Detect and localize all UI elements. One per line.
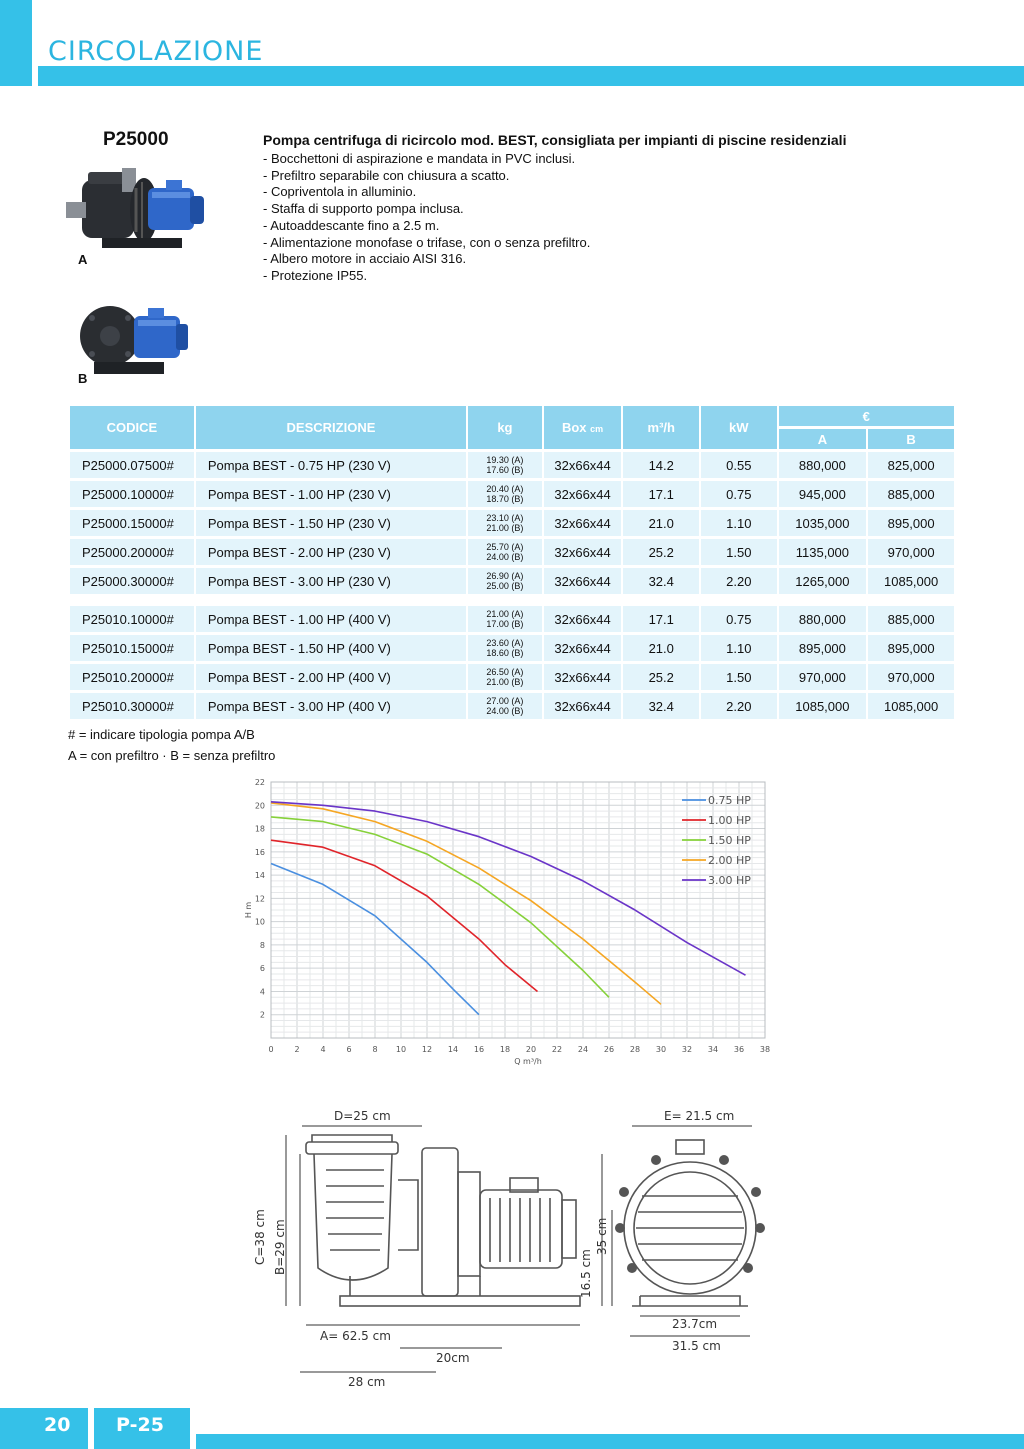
cell-code: P25000.15000# — [70, 510, 194, 536]
cell-price-a: 895,000 — [779, 635, 867, 661]
legend-label: 1.50 HP — [708, 834, 751, 847]
cell-price-a: 1135,000 — [779, 539, 867, 565]
col-header-price-a: A — [779, 429, 867, 449]
kg-a-value: 25.70 (A) — [486, 542, 524, 552]
page-title: CIRCOLAZIONE — [48, 36, 264, 67]
page-number: 20 — [44, 1414, 71, 1436]
header-bar — [38, 66, 1024, 86]
kg-b-value: 21.00 (B) — [486, 677, 524, 687]
table-row — [70, 452, 954, 478]
cell-m3h: 21.0 — [623, 510, 699, 536]
dim-315-label: 31.5 cm — [672, 1339, 721, 1353]
cell-box: 32x66x44 — [544, 481, 622, 507]
cell-desc: Pompa BEST - 3.00 HP (230 V) — [196, 568, 466, 594]
dim-237-label: 23.7cm — [672, 1317, 718, 1331]
cell-desc: Pompa BEST - 1.50 HP (400 V) — [196, 635, 466, 661]
cell-m3h: 25.2 — [623, 539, 699, 565]
y-tick-label: 22 — [254, 778, 265, 787]
cell-kw: 2.20 — [701, 693, 777, 719]
box-label: Box — [561, 420, 587, 435]
cell-m3h: 32.4 — [623, 568, 699, 594]
cell-kw: 1.10 — [701, 510, 777, 536]
cell-price-a: 1265,000 — [779, 568, 867, 594]
cell-price-a: 1035,000 — [779, 510, 867, 536]
dim-d-label: D=25 cm — [334, 1109, 391, 1123]
feature-item: - Prefiltro separabile con chiusura a scatto. — [263, 167, 510, 183]
cell-price-b: 1085,000 — [868, 693, 954, 719]
kg-b-value: 18.60 (B) — [486, 648, 524, 658]
y-tick-label: 2 — [259, 1010, 265, 1020]
y-tick-label: 12 — [254, 894, 265, 904]
cell-code: P25000.10000# — [70, 481, 194, 507]
kg-a-value: 26.50 (A) — [486, 667, 524, 677]
cell-price-a: 970,000 — [779, 664, 867, 690]
y-tick-label: 20 — [254, 801, 265, 811]
cell-price-a: 880,000 — [779, 452, 867, 478]
cell-price-a: 945,000 — [779, 481, 867, 507]
x-tick-label: 34 — [707, 1045, 719, 1054]
kg-b-value: 18.70 (B) — [486, 494, 524, 504]
table-row — [70, 635, 954, 661]
kg-a-value: 19.30 (A) — [486, 455, 524, 465]
feature-item: - Alimentazione monofase o trifase, con o senza prefiltro. — [263, 234, 591, 250]
cell-desc: Pompa BEST - 2.00 HP (230 V) — [196, 539, 466, 565]
y-axis-label: H m — [244, 901, 253, 919]
x-tick-label: 18 — [499, 1045, 511, 1054]
cell-kg — [468, 481, 542, 507]
dim-a-label: A= 62.5 cm — [320, 1329, 391, 1343]
cell-desc: Pompa BEST - 2.00 HP (400 V) — [196, 664, 466, 690]
cell-box: 32x66x44 — [544, 452, 622, 478]
y-tick-label: 18 — [254, 824, 265, 834]
feature-item: - Copriventola in alluminio. — [263, 184, 417, 200]
cell-kg — [468, 510, 542, 536]
feature-list — [263, 151, 590, 285]
col-header-kw: kW — [701, 406, 777, 449]
table-body — [70, 452, 954, 719]
x-tick-label: 0 — [268, 1045, 274, 1054]
dim-165-label: 16.5 cm — [579, 1249, 593, 1298]
cell-box: 32x66x44 — [544, 568, 622, 594]
kg-b-value: 24.00 (B) — [486, 552, 524, 562]
description-title: Pompa centrifuga di ricircolo mod. BEST, consigliata per impianti di piscine residenziali — [263, 132, 847, 148]
x-tick-label: 6 — [346, 1045, 352, 1054]
note-line-2: A = con prefiltro · B = senza prefiltro — [68, 748, 276, 763]
cell-code: P25000.30000# — [70, 568, 194, 594]
feature-item: - Albero motore in acciaio AISI 316. — [263, 251, 467, 267]
col-header-kg: kg — [468, 406, 542, 449]
cell-kg — [468, 606, 542, 632]
kg-a-value: 21.00 (A) — [486, 609, 524, 619]
x-tick-label: 20 — [525, 1045, 537, 1054]
legend-label: 2.00 HP — [708, 854, 751, 867]
cell-kw: 2.20 — [701, 568, 777, 594]
x-tick-label: 24 — [577, 1045, 589, 1054]
cell-m3h: 17.1 — [623, 481, 699, 507]
table-row — [70, 606, 954, 632]
table-row — [70, 664, 954, 690]
cell-kw: 1.50 — [701, 539, 777, 565]
y-tick-label: 8 — [259, 940, 265, 950]
x-tick-label: 28 — [629, 1045, 641, 1054]
y-tick-label: 6 — [259, 964, 265, 974]
cell-price-b: 885,000 — [868, 606, 954, 632]
cell-price-a: 1085,000 — [779, 693, 867, 719]
table-row — [70, 510, 954, 536]
cell-box: 32x66x44 — [544, 606, 622, 632]
cell-code: P25010.30000# — [70, 693, 194, 719]
cell-price-b: 1085,000 — [868, 568, 954, 594]
cell-kw: 0.55 — [701, 452, 777, 478]
x-tick-label: 2 — [294, 1045, 300, 1054]
x-tick-label: 36 — [733, 1045, 745, 1054]
table-row — [70, 481, 954, 507]
kg-b-value: 25.00 (B) — [486, 581, 524, 591]
dim-b-label: B=29 cm — [273, 1219, 287, 1275]
cell-price-b: 895,000 — [868, 510, 954, 536]
cell-price-a: 880,000 — [779, 606, 867, 632]
note-line-1: # = indicare tipologia pompa A/B — [68, 727, 255, 742]
x-tick-label: 12 — [421, 1045, 433, 1054]
kg-b-value: 17.00 (B) — [486, 619, 524, 629]
y-tick-label: 4 — [259, 987, 265, 997]
cell-price-b: 895,000 — [868, 635, 954, 661]
cell-m3h: 17.1 — [623, 606, 699, 632]
col-header-box — [544, 406, 622, 449]
legend-label: 1.00 HP — [708, 814, 751, 827]
kg-b-value: 21.00 (B) — [486, 523, 524, 533]
cell-kg — [468, 664, 542, 690]
cell-m3h: 21.0 — [623, 635, 699, 661]
cell-code: P25010.20000# — [70, 664, 194, 690]
cell-kg — [468, 635, 542, 661]
cell-desc: Pompa BEST - 0.75 HP (230 V) — [196, 452, 466, 478]
col-header-codice: CODICE — [70, 406, 194, 449]
col-header-descrizione: DESCRIZIONE — [196, 406, 466, 449]
spacer-cell — [70, 597, 954, 603]
cell-box: 32x66x44 — [544, 510, 622, 536]
cell-kg — [468, 568, 542, 594]
x-tick-label: 30 — [655, 1045, 667, 1054]
box-unit: cm — [590, 424, 604, 434]
cell-box: 32x66x44 — [544, 693, 622, 719]
dim-28-label: 28 cm — [348, 1375, 386, 1389]
table-row — [70, 693, 954, 719]
y-tick-label: 10 — [254, 917, 265, 927]
x-tick-label: 8 — [372, 1045, 378, 1054]
x-tick-label: 38 — [759, 1045, 771, 1054]
group-spacer — [70, 597, 954, 603]
table-row — [70, 568, 954, 594]
product-code: P25000 — [103, 129, 169, 150]
cell-kg — [468, 539, 542, 565]
kg-b-value: 24.00 (B) — [486, 706, 524, 716]
kg-a-value: 23.60 (A) — [486, 638, 524, 648]
x-tick-label: 14 — [447, 1045, 459, 1054]
cell-kw: 0.75 — [701, 481, 777, 507]
dimension-drawing — [240, 1100, 800, 1395]
cell-kw: 0.75 — [701, 606, 777, 632]
cell-box: 32x66x44 — [544, 664, 622, 690]
cell-m3h: 25.2 — [623, 664, 699, 690]
legend-label: 0.75 HP — [708, 794, 751, 807]
col-header-euro: € — [779, 406, 954, 426]
x-tick-label: 10 — [395, 1045, 407, 1054]
performance-chart — [240, 776, 780, 1076]
cell-kg — [468, 693, 542, 719]
x-tick-label: 4 — [320, 1045, 326, 1054]
cell-price-b: 970,000 — [868, 664, 954, 690]
cell-kw: 1.10 — [701, 635, 777, 661]
x-axis-label: Q m³/h — [514, 1057, 542, 1066]
spec-table — [68, 403, 956, 722]
footer-bar — [196, 1434, 1024, 1449]
cell-code: P25010.10000# — [70, 606, 194, 632]
dim-35-label: 35 cm — [595, 1217, 609, 1255]
y-tick-label: 16 — [254, 847, 265, 857]
kg-a-value: 20.40 (A) — [486, 484, 524, 494]
cell-code: P25000.20000# — [70, 539, 194, 565]
pump-photo-a — [62, 158, 212, 256]
pump-photo-b — [76, 298, 194, 380]
photo-a-label: A — [78, 252, 88, 267]
cell-price-b: 970,000 — [868, 539, 954, 565]
cell-box: 32x66x44 — [544, 635, 622, 661]
kg-a-value: 26.90 (A) — [486, 571, 524, 581]
x-tick-label: 26 — [603, 1045, 615, 1054]
kg-a-value: 27.00 (A) — [486, 696, 524, 706]
dim-c-label: C=38 cm — [253, 1209, 267, 1265]
kg-a-value: 23.10 (A) — [486, 513, 524, 523]
cell-kw: 1.50 — [701, 664, 777, 690]
col-header-m3h: m³/h — [623, 406, 699, 449]
x-tick-label: 16 — [473, 1045, 485, 1054]
cell-box: 32x66x44 — [544, 539, 622, 565]
x-tick-label: 32 — [681, 1045, 693, 1054]
kg-b-value: 17.60 (B) — [486, 465, 524, 475]
page-code: P-25 — [116, 1414, 164, 1436]
feature-item: - Autoaddescante fino a 2.5 m. — [263, 217, 440, 233]
col-header-price-b: B — [868, 429, 954, 449]
photo-b-label: B — [78, 371, 88, 386]
cell-price-b: 825,000 — [868, 452, 954, 478]
x-tick-label: 22 — [551, 1045, 563, 1054]
dim-e-label: E= 21.5 cm — [664, 1109, 735, 1123]
cell-desc: Pompa BEST - 3.00 HP (400 V) — [196, 693, 466, 719]
cell-desc: Pompa BEST - 1.00 HP (400 V) — [196, 606, 466, 632]
feature-item: - Bocchettoni di aspirazione e mandata in PVC inclusi. — [263, 151, 576, 166]
cell-price-b: 885,000 — [868, 481, 954, 507]
feature-item: - Protezione IP55. — [263, 267, 368, 283]
cell-m3h: 32.4 — [623, 693, 699, 719]
legend-label: 3.00 HP — [708, 874, 751, 887]
cell-m3h: 14.2 — [623, 452, 699, 478]
cell-desc: Pompa BEST - 1.00 HP (230 V) — [196, 481, 466, 507]
dim-20-label: 20cm — [436, 1351, 470, 1365]
cell-code: P25000.07500# — [70, 452, 194, 478]
header-accent-block — [0, 0, 32, 86]
cell-desc: Pompa BEST - 1.50 HP (230 V) — [196, 510, 466, 536]
feature-item: - Staffa di supporto pompa inclusa. — [263, 201, 464, 217]
table-row — [70, 539, 954, 565]
cell-kg — [468, 452, 542, 478]
cell-code: P25010.15000# — [70, 635, 194, 661]
y-tick-label: 14 — [254, 871, 265, 881]
